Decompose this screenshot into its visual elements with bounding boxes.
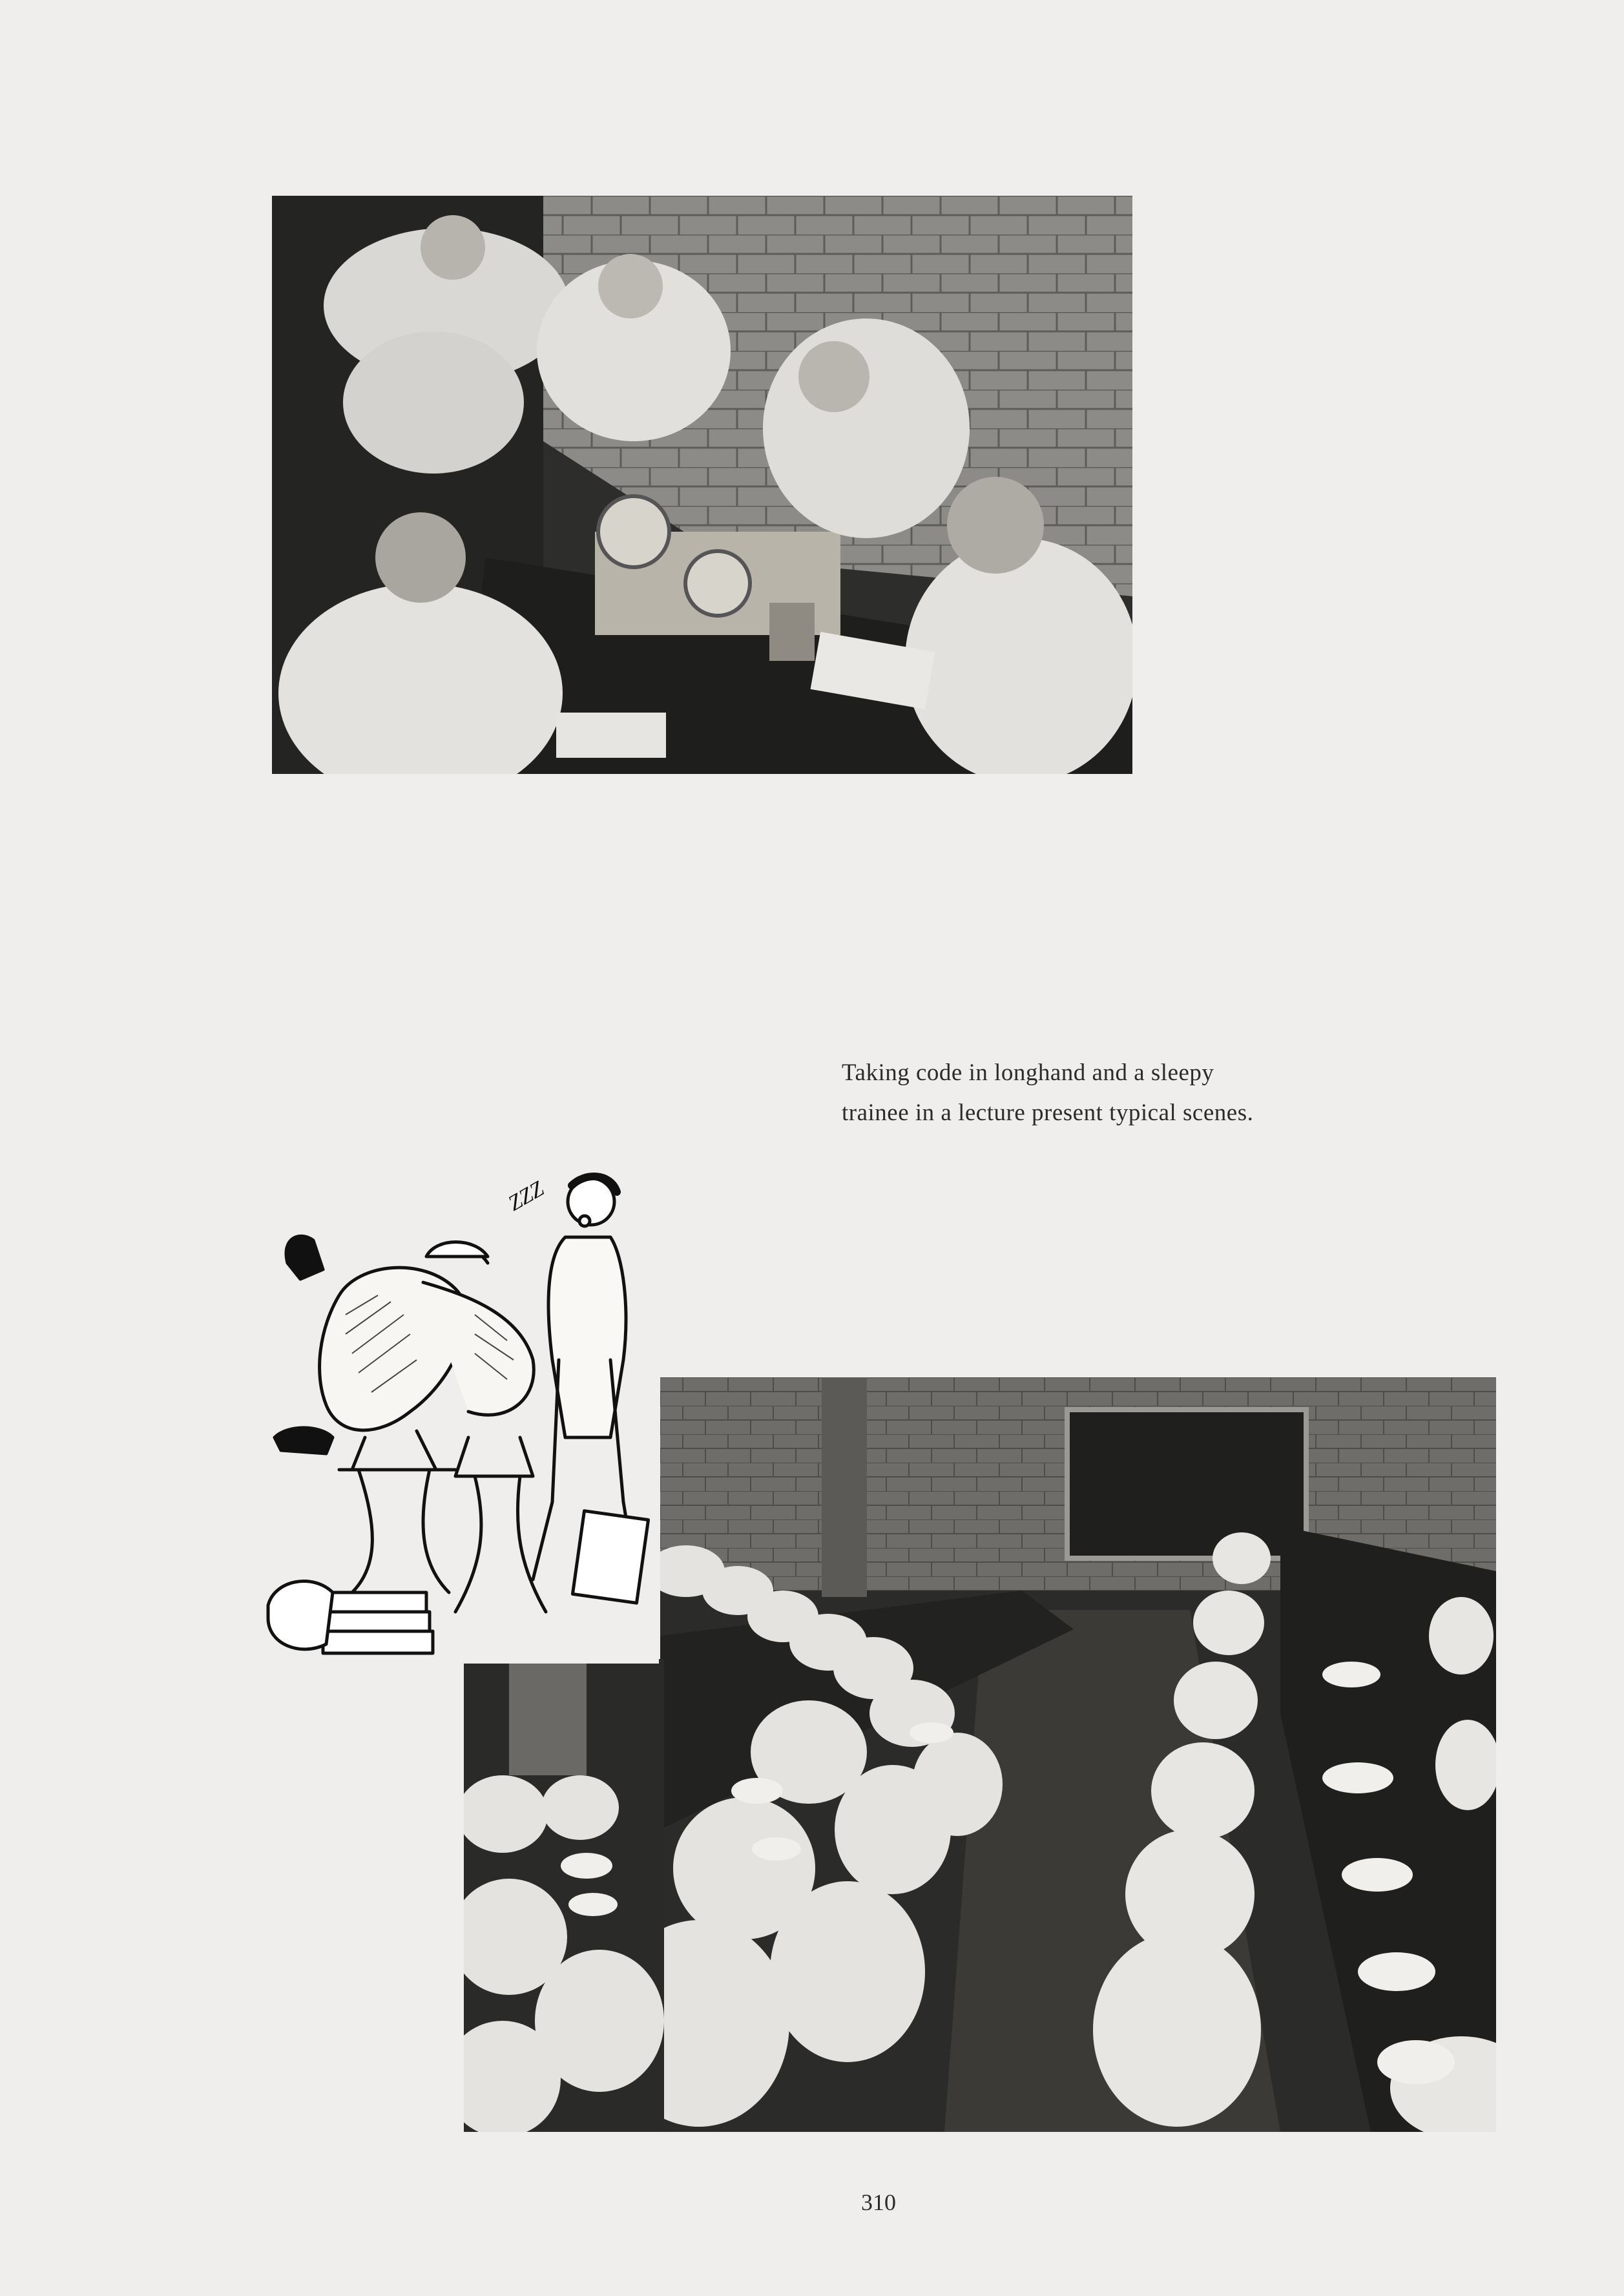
caption-line-1: Taking code in longhand and a sleepy xyxy=(842,1059,1214,1086)
photo-lecture-hall-left-section xyxy=(464,1659,664,2132)
page-number: 310 xyxy=(861,2189,896,2215)
photo-lecture-hall xyxy=(660,1377,1496,2132)
photo-lecture-hall-left-image xyxy=(464,1659,664,2132)
cartoon-sound-text: ZZZ xyxy=(504,1176,548,1216)
caption-line-2: trainee in a lecture present typical scenes. xyxy=(842,1100,1254,1126)
photo-lecture-hall-image xyxy=(660,1377,1496,2132)
photo-code-training xyxy=(272,196,1132,774)
cartoon-sleepy-trainee xyxy=(262,1166,659,1664)
caption xyxy=(842,1053,1307,1133)
photo-code-training-image xyxy=(272,196,1132,774)
cartoon-drawing xyxy=(262,1166,659,1664)
